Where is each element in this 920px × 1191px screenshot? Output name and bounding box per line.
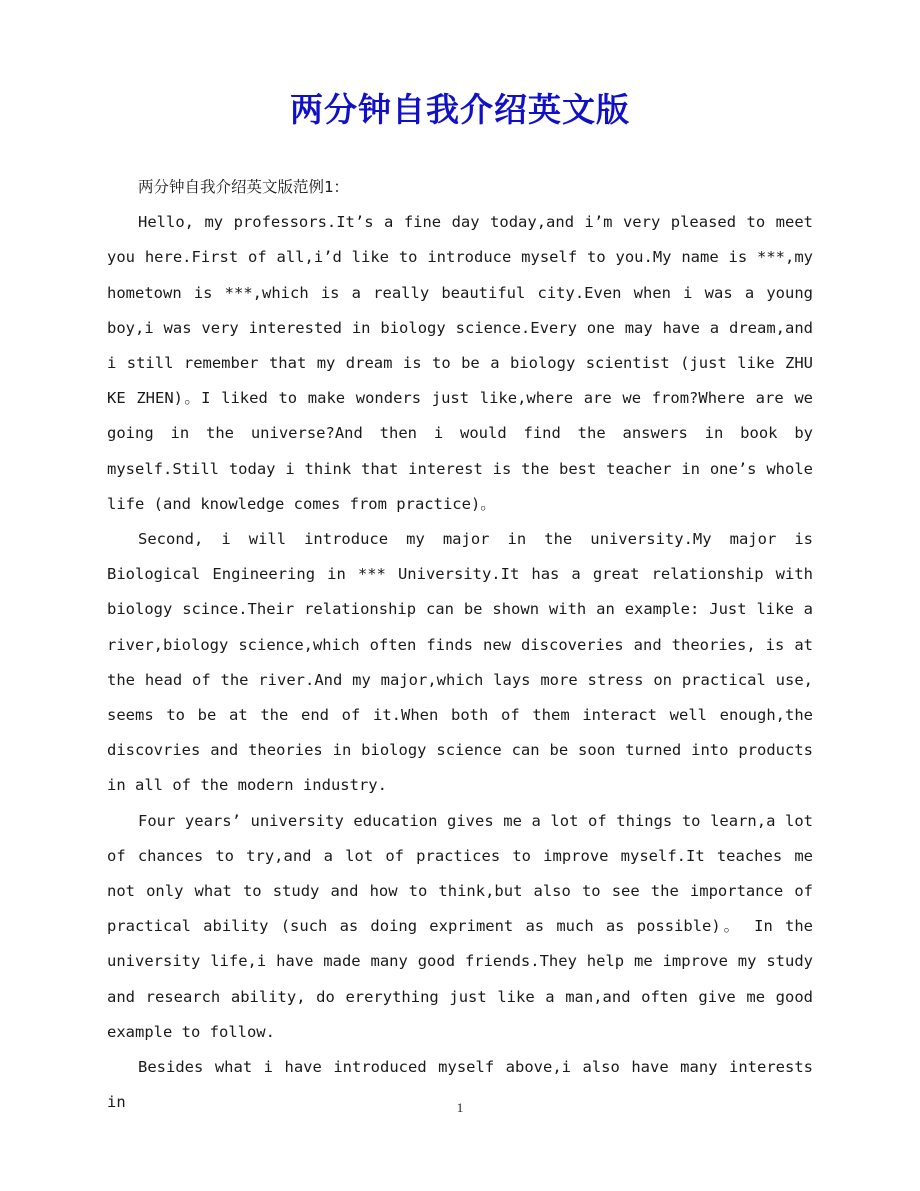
paragraph-2: Second, i will introduce my major in the university.My major is Biological Engineering in *** University.It has a great relationship with biology scince.Their relationship can be shown with an example: Just like a river,biology science,which often finds new discoveries and theories, is at the head of the river.And my major,which lays more stress on practical use, seems to be at the end of it.When both of them interact well enough,the discovries and theories in biology science can be soon turned into products in all of the modern industry. — [107, 530, 813, 795]
page-number: 1 — [456, 1100, 464, 1115]
section-heading: 两分钟自我介绍英文版范例1： — [138, 178, 349, 196]
document-body — [107, 170, 813, 1120]
paragraph-1: Hello, my professors.It’s a fine day today,and i’m very pleased to meet you here.First of all,i’d like to introduce myself to you.My name is ***,my hometown is ***,which is a really beautiful city.Even when i was a young boy,i was very interested in biology science.Every one may have a dream,and i still remember that my dream is to be a biology scientist (just like ZHU KE ZHEN)。I liked to make wonders just like,where are we from?Where are we going in the universe?And then i would find the answers in book by myself.Still today i think that interest is the best teacher in one’s whole life (and knowledge comes from practice)。 — [107, 213, 813, 513]
paragraph-4: Besides what i have introduced myself above,i also have many interests in — [107, 1058, 813, 1112]
document-title: 两分钟自我介绍英文版 — [290, 90, 630, 129]
paragraph-3: Four years’ university education gives me a lot of things to learn,a lot of chances to try,and a lot of practices to improve myself.It teaches me not only what to study and how to think,but also to see the importance of practical ability (such as doing expriment as much as possible)。 In the university life,i have made many good friends.They help me improve my study and research ability, do ererything just like a man,and often give me good example to follow. — [107, 811, 813, 1041]
